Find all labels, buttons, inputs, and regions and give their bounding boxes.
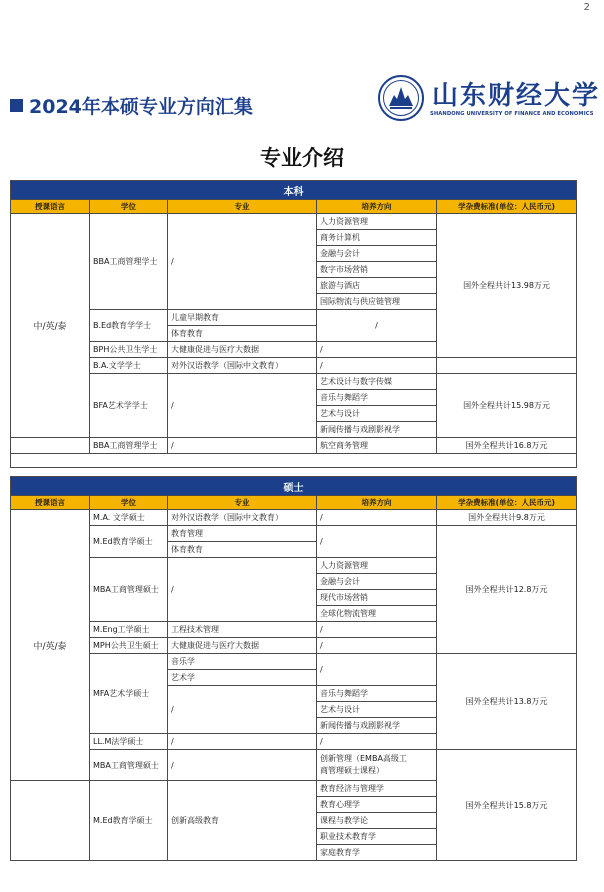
degree-cell: M.Eng工学硕士	[90, 622, 168, 638]
direction-cell: 音乐与舞蹈学	[317, 686, 437, 702]
degree-cell: B.Ed教育学学士	[90, 310, 168, 342]
table-row	[11, 214, 577, 230]
fee-cell: 国外全程共计9.8万元	[437, 510, 577, 526]
degree-cell: BFA艺术学学士	[90, 374, 168, 438]
direction-cell: /	[317, 734, 437, 750]
major-cell: /	[168, 686, 317, 734]
page-heading	[10, 92, 253, 119]
major-cell: 对外汉语教学（国际中文教育）	[168, 358, 317, 374]
header-degree: 学位	[90, 496, 168, 510]
degree-cell: MFA艺术学硕士	[90, 654, 168, 734]
table-row	[11, 438, 577, 454]
direction-cell: /	[317, 342, 437, 358]
fee-cell: 国外全程共计12.8万元	[437, 526, 577, 654]
direction-cell: 艺术设计与数字传媒	[317, 374, 437, 390]
major-cell: 艺术学	[168, 670, 317, 686]
major-cell: 体育教育	[168, 326, 317, 342]
language-cell: 中/英/泰	[11, 510, 90, 781]
section-title: 专业介绍	[260, 146, 344, 170]
direction-cell: 家庭教育学	[317, 845, 437, 861]
direction-cell: 金融与会计	[317, 246, 437, 262]
major-cell: 音乐学	[168, 654, 317, 670]
direction-cell	[317, 750, 437, 781]
university-seal-icon	[378, 75, 424, 121]
university-logo	[378, 73, 601, 125]
major-cell: 教育管理	[168, 526, 317, 542]
direction-cell: 职业技术教育学	[317, 829, 437, 845]
major-cell: /	[168, 734, 317, 750]
fee-cell: 国外全程共计13.8万元	[437, 654, 577, 750]
header-major: 专业	[168, 200, 317, 214]
direction-cell: 教育经济与管理学	[317, 781, 437, 797]
major-cell: 创新高级教育	[168, 781, 317, 861]
direction-cell: /	[317, 638, 437, 654]
direction-cell: 现代市场营销	[317, 590, 437, 606]
direction-cell: /	[317, 654, 437, 686]
section-gap	[11, 454, 577, 468]
fee-cell: 国外全程共计13.98万元	[437, 214, 577, 358]
degree-cell: M.Ed教育学硕士	[90, 781, 168, 861]
direction-cell: 国际物流与供应链管理	[317, 294, 437, 310]
blank-cell	[11, 781, 90, 861]
degree-cell: BBA工商管理学士	[90, 438, 168, 454]
major-cell: 大健康促进与医疗大数据	[168, 638, 317, 654]
major-cell: /	[168, 214, 317, 310]
major-cell: /	[168, 750, 317, 781]
direction-cell: /	[317, 310, 437, 342]
header-direction: 培养方向	[317, 496, 437, 510]
major-cell: /	[168, 558, 317, 622]
direction-cell: /	[317, 358, 437, 374]
direction-cell: 商务计算机	[317, 230, 437, 246]
university-name-cn: 山东财经大学	[432, 81, 601, 111]
degree-cell: BBA工商管理学士	[90, 214, 168, 310]
direction-cell: 课程与教学论	[317, 813, 437, 829]
header-direction: 培养方向	[317, 200, 437, 214]
table-row	[11, 510, 577, 526]
direction-cell: 航空商务管理	[317, 438, 437, 454]
major-cell: 工程技术管理	[168, 622, 317, 638]
major-cell: 体育教育	[168, 542, 317, 558]
table-row	[11, 750, 577, 781]
header-major: 专业	[168, 496, 317, 510]
header-degree: 学位	[90, 200, 168, 214]
undergrad-table	[10, 180, 577, 468]
header-language: 授课语言	[11, 200, 90, 214]
fee-cell	[437, 358, 577, 374]
direction-cell: 教育心理学	[317, 797, 437, 813]
master-band: 硕士	[11, 477, 577, 496]
direction-cell: 旅游与酒店	[317, 278, 437, 294]
major-cell: 儿童早期教育	[168, 310, 317, 326]
major-cell: /	[168, 438, 317, 454]
direction-line: 创新管理（EMBA高级工	[320, 754, 407, 763]
direction-cell: /	[317, 510, 437, 526]
degree-cell: B.A.文学学士	[90, 358, 168, 374]
header-fee: 学杂费标准(单位：人民币元)	[437, 496, 577, 510]
header-fee: 学杂费标准(单位：人民币元)	[437, 200, 577, 214]
blank-cell	[11, 438, 90, 454]
degree-cell: MPH公共卫生硕士	[90, 638, 168, 654]
direction-cell: 数字市场营销	[317, 262, 437, 278]
direction-cell: 艺术与设计	[317, 702, 437, 718]
heading-text: 2024年本硕专业方向汇集	[29, 96, 253, 118]
direction-cell: 音乐与舞蹈学	[317, 390, 437, 406]
direction-cell: /	[317, 526, 437, 558]
direction-cell: 人力资源管理	[317, 558, 437, 574]
direction-cell: 新闻传播与戏剧影视学	[317, 422, 437, 438]
direction-line: 商管理硕士课程）	[320, 766, 384, 775]
direction-cell: 人力资源管理	[317, 214, 437, 230]
degree-cell: M.Ed教育学硕士	[90, 526, 168, 558]
direction-cell: 艺术与设计	[317, 406, 437, 422]
direction-cell: 全球化物流管理	[317, 606, 437, 622]
fee-cell: 国外全程共计15.98万元	[437, 374, 577, 438]
direction-cell: 金融与会计	[317, 574, 437, 590]
heading-square-icon	[10, 99, 23, 112]
table-row	[11, 358, 577, 374]
fee-cell: 国外全程共计16.8万元	[437, 438, 577, 454]
page-number: 2	[583, 2, 590, 13]
degree-cell: MBA工商管理硕士	[90, 558, 168, 622]
major-cell: 大健康促进与医疗大数据	[168, 342, 317, 358]
table-row	[11, 374, 577, 390]
direction-cell: /	[317, 622, 437, 638]
table-row	[11, 526, 577, 542]
fee-cell: 国外全程共计15.8万元	[437, 750, 577, 861]
major-cell: /	[168, 374, 317, 438]
undergrad-band: 本科	[11, 181, 577, 200]
table-row	[11, 654, 577, 670]
master-table	[10, 476, 577, 861]
degree-cell: BPH公共卫生学士	[90, 342, 168, 358]
degree-cell: LL.M法学硕士	[90, 734, 168, 750]
degree-cell: MBA工商管理硕士	[90, 750, 168, 781]
language-cell: 中/英/泰	[11, 214, 90, 438]
direction-cell: 新闻传播与戏剧影视学	[317, 718, 437, 734]
degree-cell: M.A. 文学硕士	[90, 510, 168, 526]
header-language: 授课语言	[11, 496, 90, 510]
major-cell: 对外汉语教学（国际中文教育）	[168, 510, 317, 526]
university-name-en: SHANDONG UNIVERSITY OF FINANCE AND ECONOMICS	[430, 111, 594, 117]
